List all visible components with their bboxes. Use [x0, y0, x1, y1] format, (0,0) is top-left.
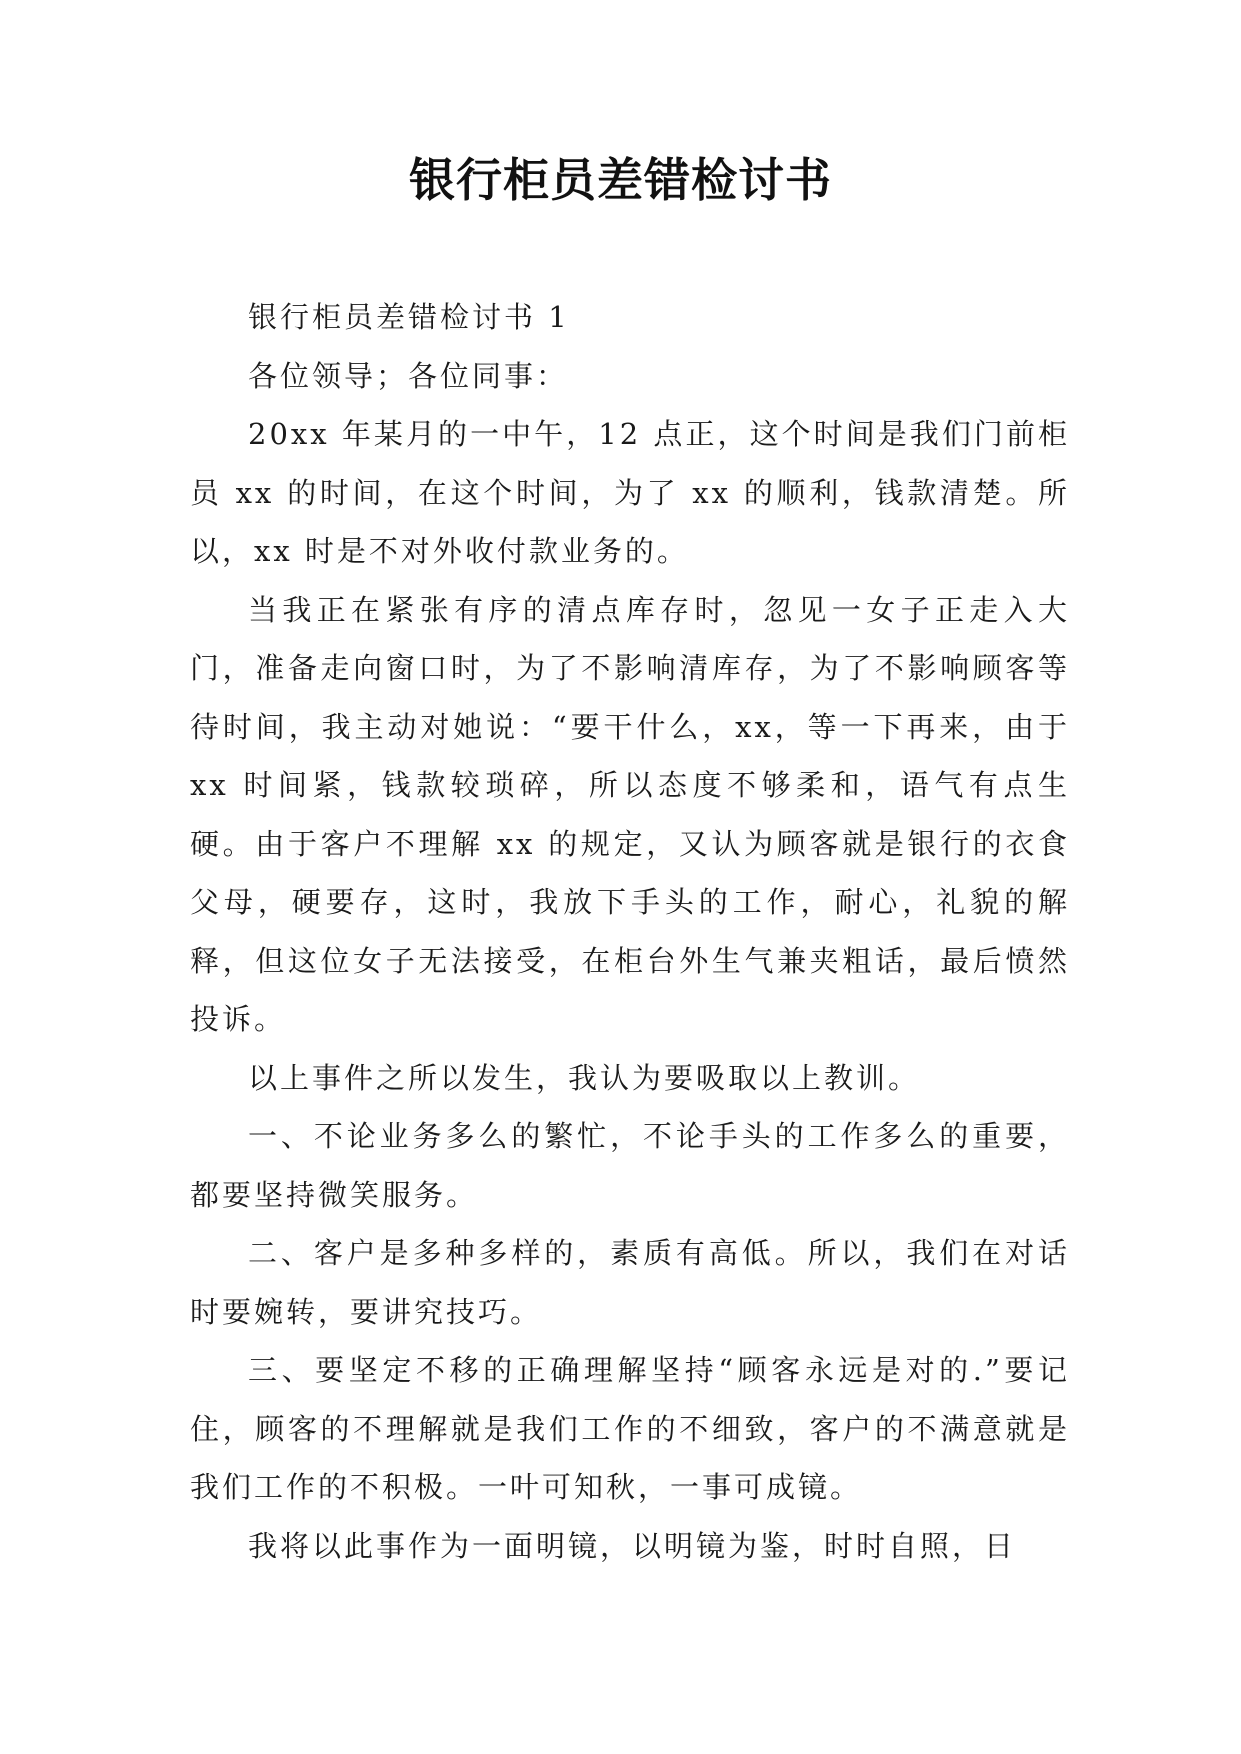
paragraph-salutation: 各位领导；各位同事：: [248, 358, 569, 393]
paragraph-heading: 银行柜员差错检讨书 1: [248, 300, 570, 334]
paragraph-incident: 当我正在紧张有序的清点库存时，忽见一女子正走入大门，准备走向窗口时，为了不影响清库存，为了不影响顾客等待时间，我主动对她说：“要干什么，xx，等一下再来，由于 xx 时间紧，钱款较琐碎，所以态度不够柔和，语气有点生硬。由于客户不理解 xx 的规定，又认为顾客就是银行的衣食父母，硬要存，这时，我放下手头的工作，耐心，礼貌的解释，但这位女子无法接受，在柜台外生气兼夹粗话，最后愤然投诉。: [190, 592, 1070, 1036]
document-title: 银行柜员差错检讨书: [409, 153, 832, 207]
paragraph-lesson-one: 一、不论业务多么的繁忙，不论手头的工作多么的重要，都要坚持微笑服务。: [190, 1119, 1070, 1212]
paragraph-closing: 我将以此事作为一面明镜，以明镜为鉴，时时自照，日: [248, 1528, 1017, 1563]
paragraph-lesson-three: 三、要坚定不移的正确理解坚持“顾客永远是对的.”要记住，顾客的不理解就是我们工作的不细致，客户的不满意就是我们工作的不积极。一叶可知秋，一事可成镜。: [190, 1353, 1070, 1504]
paragraph-lessons-intro: 以上事件之所以发生，我认为要吸取以上教训。: [248, 1060, 921, 1095]
paragraph-lesson-two: 二、客户是多种多样的，素质有高低。所以，我们在对话时要婉转，要讲究技巧。: [190, 1236, 1070, 1329]
document-body: [190, 288, 1070, 1575]
paragraph-background: 20xx 年某月的一中午，12 点正，这个时间是我们门前柜员 xx 的时间，在这个时间，为了 xx 的顺利，钱款清楚。所以，xx 时是不对外收付款业务的。: [190, 417, 1070, 568]
